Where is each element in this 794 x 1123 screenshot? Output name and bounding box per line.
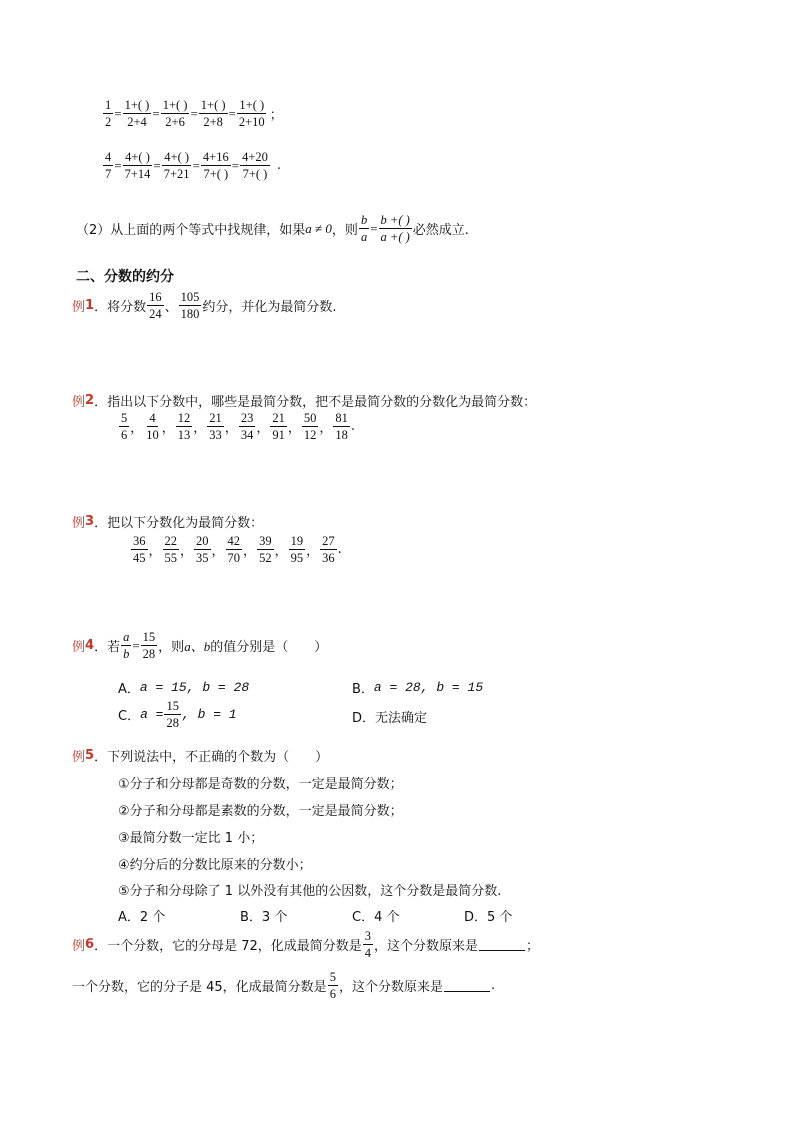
fraction: $\frac{105}{180}$	[180, 290, 200, 321]
example-label: 例	[72, 516, 86, 531]
statement-item: ①分子和分母都是奇数的分数，一定是最简分数；	[118, 777, 403, 792]
answer-blank[interactable]	[479, 938, 525, 951]
fraction: $\frac{b}{a}$	[360, 213, 368, 244]
example-2: 例 2 ．指出以下分数中，哪些是最简分数，把不是最简分数的分数化为最简分数：	[72, 393, 537, 410]
option-c: C． a = $\frac{15}{28}$ , b = 1	[118, 699, 237, 730]
fraction: $\frac{b +( )}{a +( )}$	[380, 213, 410, 244]
fraction: $\frac{4+( )}{7+21}$	[163, 150, 190, 181]
example-label: 例	[72, 640, 86, 655]
option-b: B． a = 28, b = 15	[352, 680, 484, 697]
fraction: $\frac{4+( )}{7+14}$	[124, 150, 151, 181]
fraction: $\frac{16}{24}$	[149, 290, 162, 321]
example-1: 例 1 ．将分数 $\frac{16}{24}$ 、 $\frac{105}{180}$ 约分，并化为最简分数.	[72, 290, 337, 321]
fraction: $\frac{a}{b}$	[123, 630, 130, 661]
fraction: $\frac{1+( )}{2+4}$	[124, 98, 150, 129]
option-a: A．2 个	[118, 910, 166, 925]
fraction: $\frac{21}{33}$	[209, 411, 222, 442]
statement-item: ④约分后的分数比原来的分数小；	[118, 858, 312, 873]
statement-item: ⑤分子和分母除了 1 以外没有其他的公因数，这个分数是最简分数.	[118, 884, 502, 899]
option-b: B．3 个	[240, 910, 288, 925]
fraction: $\frac{81}{18}$	[335, 411, 348, 442]
fraction: $\frac{42}{70}$	[227, 534, 241, 565]
fraction: $\frac{21}{91}$	[272, 411, 285, 442]
fraction: $\frac{3}{4}$	[364, 929, 371, 960]
fraction-list: $\frac{5}{6}$ ， $\frac{4}{10}$ ， $\frac{12}{13}$ ， $\frac{21}{33}$ ， $\frac{23}{34}$ ， $\frac{21}{91}$ ， $\frac{50}{12}$ ， $\frac{81}{18}$ .	[121, 411, 355, 442]
answer-blank[interactable]	[444, 979, 490, 992]
fraction: $\frac{36}{45}$	[133, 534, 146, 565]
fraction: $\frac{4+16}{7+( )}$	[202, 150, 229, 181]
section-title: 二、分数的约分	[76, 269, 174, 285]
fraction: $\frac{1+( )}{2+6}$	[162, 98, 188, 129]
example-label: 例	[72, 939, 86, 954]
fraction: $\frac{4}{7}$	[105, 150, 112, 181]
statement-item: ③最简分数一定比 1 小；	[118, 831, 264, 846]
fraction: $\frac{1+( )}{2+10}$	[238, 98, 265, 129]
example-5: 例 5 ．下列说法中，不正确的个数为（ ）	[72, 748, 329, 765]
fraction: $\frac{4}{10}$	[146, 411, 159, 442]
fraction: $\frac{5}{6}$	[329, 970, 336, 1001]
fraction: $\frac{50}{12}$	[303, 411, 317, 442]
fraction: $\frac{27}{36}$	[322, 534, 335, 565]
example-6: 例 6 ．一个分数，它的分母是 72，化成最简分数是 $\frac{3}{4}$ ，这个分数原来是 ；	[72, 929, 540, 960]
statement-item: ②分子和分母都是素数的分数，一定是最简分数；	[118, 804, 403, 819]
option-d: D．无法确定	[352, 711, 428, 726]
option-d: D．5 个	[464, 910, 513, 925]
fraction: $\frac{1}{2}$	[105, 98, 112, 129]
fraction: $\frac{20}{35}$	[196, 534, 209, 565]
example-3: 例 3 ．把以下分数化为最简分数：	[72, 514, 264, 531]
fraction: $\frac{15}{28}$	[166, 699, 179, 730]
part-2-statement: （2）从上面的两个等式中找规律，如果 a ≠ 0 ，则 $\frac{b}{a}$ = $\frac{b +( )}{a +( )}$ 必然成立.	[76, 213, 469, 244]
fraction: $\frac{19}{95}$	[290, 534, 304, 565]
fraction: $\frac{1+( )}{2+8}$	[200, 98, 226, 129]
fraction: $\frac{12}{13}$	[177, 411, 191, 442]
fraction: $\frac{22}{55}$	[164, 534, 178, 565]
example-4: 例 4 ．若 $\frac{a}{b}$ = $\frac{15}{28}$ ，则 a、b 的值分别是（ ）	[72, 630, 328, 661]
fraction-list: $\frac{36}{45}$ ， $\frac{22}{55}$ ， $\frac{20}{35}$ ， $\frac{42}{70}$ ， $\frac{39}{52}$ ， $\frac{19}{95}$ ， $\frac{27}{36}$ .	[133, 534, 342, 565]
fraction: $\frac{23}{34}$	[240, 411, 254, 442]
fraction: $\frac{39}{52}$	[259, 534, 272, 565]
option-c: C．4 个	[352, 910, 400, 925]
option-a: A． a = 15, b = 28	[118, 680, 250, 697]
example-6-line-2: 一个分数，它的分子是 45，化成最简分数是 $\frac{5}{6}$ ，这个分数原来是 .	[72, 970, 496, 1001]
fraction: $\frac{15}{28}$	[142, 630, 156, 661]
equation-row-2: $\frac{4}{7}$ = $\frac{4+( )}{7+14}$ = $\frac{4+( )}{7+21}$ = $\frac{4+16}{7+( )}$ = $\frac{4+20}{7+( )}$ .	[105, 150, 282, 181]
fraction: $\frac{5}{6}$	[121, 411, 128, 442]
equation-row-1: $\frac{1}{2}$ = $\frac{1+( )}{2+4}$ = $\frac{1+( )}{2+6}$ = $\frac{1+( )}{2+8}$ = $\frac{1+( )}{2+10}$ ；	[105, 98, 283, 129]
example-label: 例	[72, 395, 86, 410]
example-label: 例	[72, 750, 86, 765]
fraction: $\frac{4+20}{7+( )}$	[242, 150, 268, 181]
example-label: 例	[72, 300, 86, 315]
